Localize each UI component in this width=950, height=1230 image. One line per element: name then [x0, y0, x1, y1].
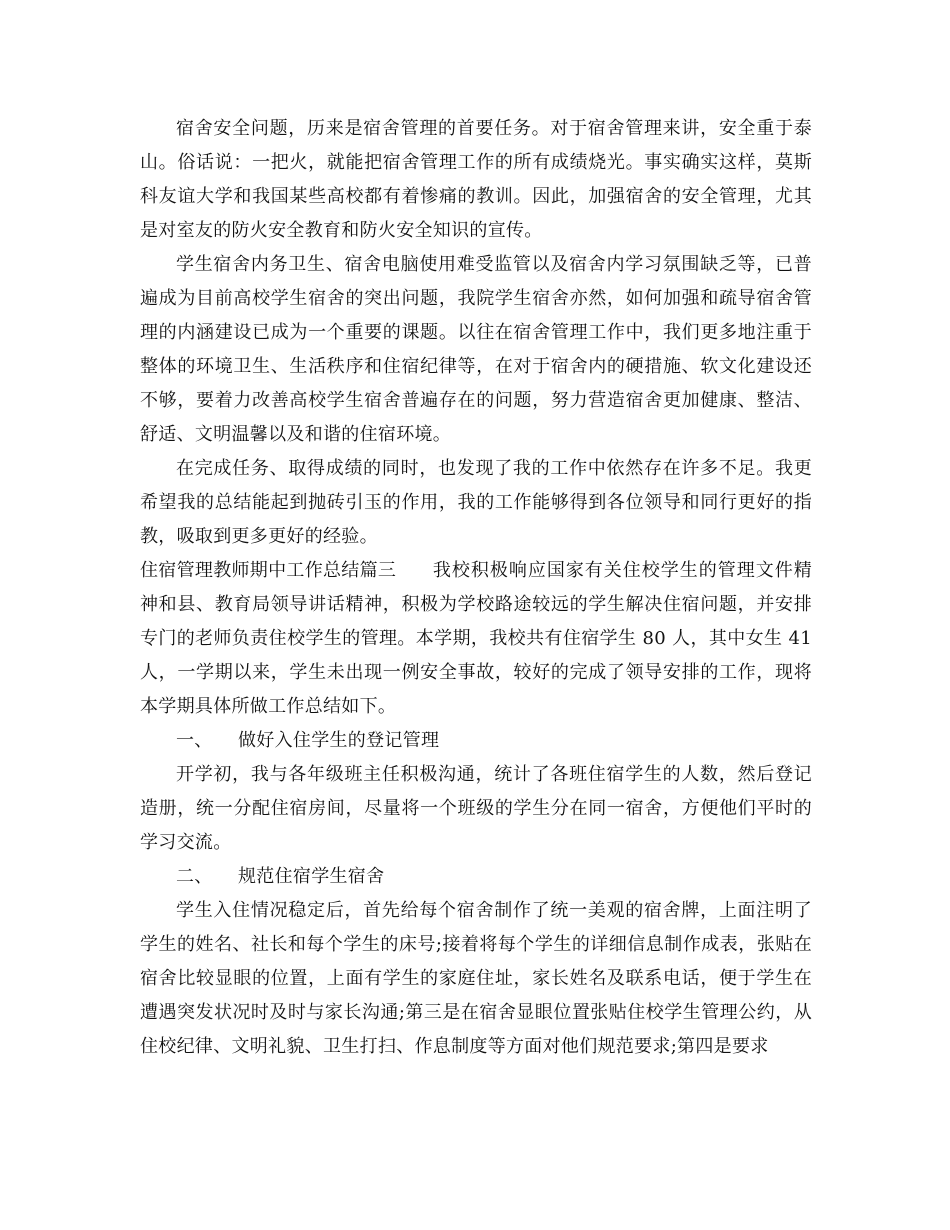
paragraph-standardize: 学生入住情况稳定后，首先给每个宿舍制作了统一美观的宿舍牌，上面注明了学生的姓名、社长和每个学生的床号;接着将每个学生的详细信息制作成表，张贴在宿舍比较显眼的位置，上面有学生的家庭住址，家长姓名及联系电话，便于学生在遭遇突发状况时及时与家长沟通;第三是在宿舍显眼位置张贴住校学生管理公约，从住校纪律、文明礼貌、卫生打扫、作息制度等方面对他们规范要求;第四是要求 [140, 900, 812, 1057]
paragraph-section-three [140, 554, 812, 724]
heading-standardize [140, 860, 812, 894]
heading-registration [140, 724, 812, 758]
document-body [140, 112, 812, 1064]
heading-text: 规范住宿学生宿舍 [238, 866, 385, 887]
paragraph-intro: 我校积极响应国家有关住校学生的管理文件精神和县、教育局领导讲话精神，积极为学校路途较远的学生解决住宿问题，并安排专门的老师负责住校学生的管理。本学期，我校共有住宿学生 80 人，其中女生 41 人，一学期以来，学生未出现一例安全事故，较好的完成了领导安排的工作，现将本学期具体所做工作总结如下。 [140, 560, 812, 717]
paragraph-dorm-issues: 学生宿舍内务卫生、宿舍电脑使用难受监管以及宿舍内学习氛围缺乏等，已普遍成为目前高校学生宿舍的突出问题，我院学生宿舍亦然，如何加强和疏导宿舍管理的内涵建设已成为一个重要的课题。以往在宿舍管理工作中，我们更多地注重于整体的环境卫生、生活秩序和住宿纪律等，在对于宿舍内的硬措施、软文化建设还不够，要着力改善高校学生宿舍普遍存在的问题，努力营造宿舍更加健康、整洁、舒适、文明温馨以及和谐的住宿环境。 [140, 254, 812, 445]
section-title: 住宿管理教师期中工作总结篇三 [140, 560, 397, 581]
heading-number: 一、 [176, 730, 213, 751]
paragraph-dorm-safety: 宿舍安全问题，历来是宿舍管理的首要任务。对于宿舍管理来讲，安全重于泰山。俗话说：一把火，就能把宿舍管理工作的所有成绩烧光。事实确实这样，莫斯科友谊大学和我国某些高校都有着惨痛的教训。因此，加强宿舍的安全管理，尤其是对室友的防火安全教育和防火安全知识的宣传。 [140, 118, 812, 241]
paragraph-registration: 开学初，我与各年级班主任积极沟通，统计了各班住宿学生的人数，然后登记造册，统一分配住宿房间，尽量将一个班级的学生分在同一宿舍，方便他们平时的学习交流。 [140, 764, 812, 853]
heading-text: 做好入住学生的登记管理 [238, 730, 440, 751]
paragraph-shortcomings: 在完成任务、取得成绩的同时，也发现了我的工作中依然存在许多不足。我更希望我的总结能起到抛砖引玉的作用，我的工作能够得到各位领导和同行更好的指教，吸取到更多更好的经验。 [140, 458, 812, 547]
heading-number: 二、 [176, 866, 213, 887]
